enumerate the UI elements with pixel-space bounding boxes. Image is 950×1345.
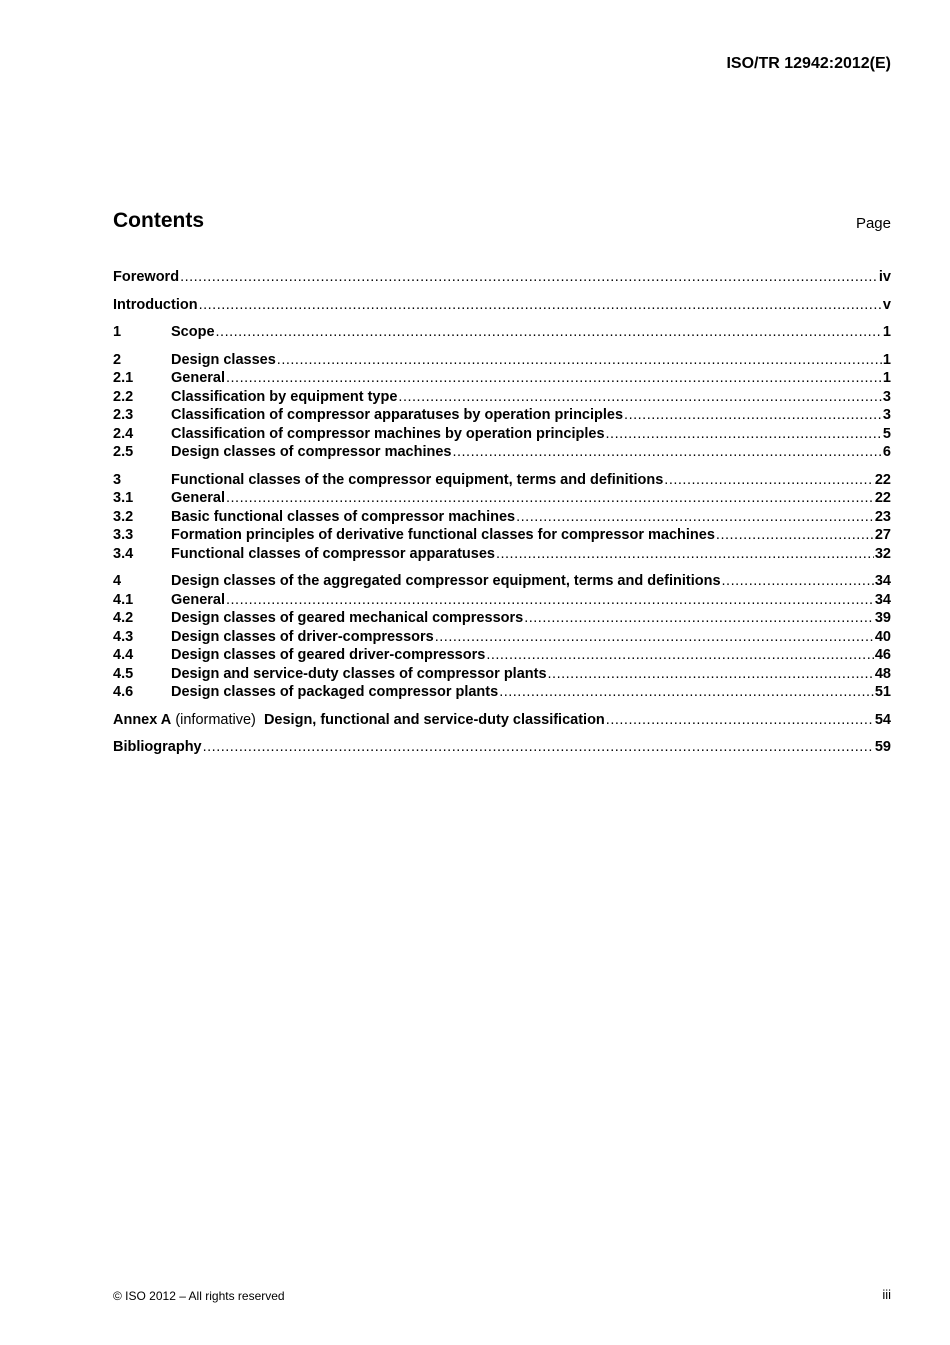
toc-entry-title: Functional classes of compressor apparatuses bbox=[171, 545, 495, 562]
toc-entry-title: General bbox=[171, 490, 225, 506]
toc-entry-2-2[interactable] bbox=[113, 388, 891, 407]
toc-entry-title: Introduction bbox=[113, 296, 198, 313]
toc-entry-number: 2.2 bbox=[113, 388, 134, 405]
toc-dot-leader bbox=[664, 471, 874, 490]
toc-entry-title: Bibliography bbox=[113, 739, 202, 755]
toc-entry-number: 4.1 bbox=[113, 591, 134, 608]
toc-dot-leader bbox=[277, 351, 882, 370]
toc-entry-page: 51 bbox=[874, 684, 891, 700]
toc-entry-number: 3.4 bbox=[113, 545, 134, 562]
toc-dot-leader bbox=[486, 646, 874, 665]
toc-group-section-1 bbox=[113, 323, 891, 342]
toc-entry-number: 2.4 bbox=[113, 425, 134, 442]
toc-entry-introduction[interactable] bbox=[113, 296, 891, 315]
toc-entry-page: iv bbox=[878, 269, 891, 285]
toc-entry-bibliography[interactable] bbox=[113, 738, 891, 757]
toc-entry-page: 5 bbox=[882, 425, 891, 442]
toc-entry-page: 3 bbox=[882, 388, 891, 405]
toc-dot-leader bbox=[398, 388, 882, 407]
toc-entry-title: Functional classes of the compressor equipment, terms and definitions bbox=[171, 471, 664, 488]
toc-dot-leader bbox=[524, 609, 874, 628]
toc-entry-title: Design classes of driver-compressors bbox=[171, 628, 434, 645]
toc-entry-title: Design classes of the aggregated compressor equipment, terms and definitions bbox=[171, 573, 721, 589]
toc-dot-leader bbox=[496, 545, 874, 564]
toc-entry-title: Classification of compressor apparatuses by operation principles bbox=[171, 407, 624, 423]
toc-dot-leader bbox=[226, 489, 874, 508]
toc-entry-4-2[interactable] bbox=[113, 609, 891, 628]
copyright-notice: © ISO 2012 – All rights reserved bbox=[113, 1289, 285, 1303]
toc-entry-4[interactable] bbox=[113, 572, 891, 591]
toc-group-annex-a bbox=[113, 711, 891, 730]
toc-entry-title: Design classes of compressor machines bbox=[171, 444, 452, 460]
toc-entry-title: Basic functional classes of compressor machines bbox=[171, 508, 516, 525]
toc-entry-page: 1 bbox=[882, 370, 891, 386]
toc-entry-number: 4 bbox=[113, 573, 122, 589]
toc-entry-number: 3.1 bbox=[113, 490, 134, 506]
toc-group-section-2 bbox=[113, 351, 891, 462]
toc-entry-4-3[interactable] bbox=[113, 628, 891, 647]
toc-entry-number: 2 bbox=[113, 351, 122, 368]
toc-entry-3[interactable] bbox=[113, 471, 891, 490]
toc-group-bibliography bbox=[113, 738, 891, 757]
toc-group-introduction bbox=[113, 296, 891, 315]
toc-entry-number: 3.3 bbox=[113, 527, 134, 543]
toc-dot-leader bbox=[452, 443, 881, 462]
toc-entry-page: 34 bbox=[874, 573, 891, 589]
toc-entry-page: 23 bbox=[874, 508, 891, 525]
toc-entry-2-3[interactable] bbox=[113, 406, 891, 425]
toc-entry-page: 3 bbox=[882, 407, 891, 423]
toc-dot-leader bbox=[435, 628, 874, 647]
document-id: ISO/TR 12942:2012(E) bbox=[726, 55, 891, 72]
toc-entry-title: Design and service-duty classes of compressor plants bbox=[171, 665, 547, 682]
toc-entry-page: 48 bbox=[874, 665, 891, 682]
annex-note: (informative) bbox=[175, 711, 256, 728]
toc-entry-page: 1 bbox=[882, 324, 891, 340]
toc-entry-page: 22 bbox=[874, 490, 891, 506]
toc-entry-page: v bbox=[882, 296, 891, 313]
toc-entry-number: 4.6 bbox=[113, 684, 134, 700]
toc-group-section-3 bbox=[113, 471, 891, 564]
toc-entry-2-1[interactable] bbox=[113, 369, 891, 388]
toc-dot-leader bbox=[199, 296, 882, 315]
toc-dot-leader bbox=[606, 425, 882, 444]
toc-entry-page: 46 bbox=[874, 647, 891, 663]
toc-entry-number: 2.5 bbox=[113, 444, 134, 460]
toc-entry-annex-a[interactable] bbox=[113, 711, 891, 730]
toc-entry-title: General bbox=[171, 591, 225, 608]
toc-dot-leader bbox=[606, 711, 874, 730]
toc-entry-page: 1 bbox=[882, 351, 891, 368]
toc-entry-4-1[interactable] bbox=[113, 591, 891, 610]
toc-dot-leader bbox=[226, 369, 882, 388]
toc-entry-title: Design classes of geared driver-compressors bbox=[171, 647, 486, 663]
toc-group-section-4 bbox=[113, 572, 891, 702]
annex-label: Annex A bbox=[113, 711, 172, 728]
toc-entry-page: 54 bbox=[874, 711, 891, 728]
toc-entry-title: Scope bbox=[171, 324, 215, 340]
toc-entry-title: Classification by equipment type bbox=[171, 388, 398, 405]
toc-entry-title: General bbox=[171, 370, 225, 386]
toc-entry-number: 4.5 bbox=[113, 665, 134, 682]
toc-dot-leader bbox=[180, 268, 878, 287]
table-of-contents bbox=[113, 268, 891, 766]
toc-entry-foreword[interactable] bbox=[113, 268, 891, 287]
annex-title: Design, functional and service-duty classification bbox=[263, 711, 605, 728]
toc-entry-1[interactable] bbox=[113, 323, 891, 342]
toc-dot-leader bbox=[226, 591, 874, 610]
toc-entry-3-4[interactable] bbox=[113, 545, 891, 564]
toc-entry-page: 27 bbox=[874, 527, 891, 543]
toc-dot-leader bbox=[716, 526, 874, 545]
toc-entry-2-5[interactable] bbox=[113, 443, 891, 462]
toc-entry-2-4[interactable] bbox=[113, 425, 891, 444]
toc-dot-leader bbox=[722, 572, 874, 591]
toc-dot-leader bbox=[216, 323, 882, 342]
toc-group-foreword bbox=[113, 268, 891, 287]
page-number: iii bbox=[882, 1287, 891, 1302]
toc-entry-title: Formation principles of derivative functional classes for compressor machines bbox=[171, 527, 715, 543]
toc-entry-2[interactable] bbox=[113, 351, 891, 370]
toc-dot-leader bbox=[203, 738, 874, 757]
toc-entry-4-4[interactable] bbox=[113, 646, 891, 665]
toc-dot-leader bbox=[624, 406, 882, 425]
toc-entry-number: 2.3 bbox=[113, 407, 134, 423]
contents-title: Contents bbox=[113, 209, 204, 232]
toc-entry-number: 4.4 bbox=[113, 647, 134, 663]
toc-entry-number: 4.3 bbox=[113, 628, 134, 645]
toc-entry-3-2[interactable] bbox=[113, 508, 891, 527]
toc-entry-title: Classification of compressor machines by operation principles bbox=[171, 425, 605, 442]
toc-entry-page: 22 bbox=[874, 471, 891, 488]
toc-entry-number: 3.2 bbox=[113, 508, 134, 525]
page-column-label: Page bbox=[855, 215, 891, 232]
toc-entry-4-6[interactable] bbox=[113, 683, 891, 702]
toc-entry-4-5[interactable] bbox=[113, 665, 891, 684]
toc-entry-number: 1 bbox=[113, 324, 122, 340]
toc-entry-title: Design classes of geared mechanical compressors bbox=[171, 610, 524, 626]
toc-entry-number: 3 bbox=[113, 471, 122, 488]
toc-entry-page: 39 bbox=[874, 610, 891, 626]
toc-entry-3-3[interactable] bbox=[113, 526, 891, 545]
toc-entry-title bbox=[113, 711, 605, 730]
toc-dot-leader bbox=[516, 508, 874, 527]
toc-entry-number: 2.1 bbox=[113, 370, 134, 386]
toc-entry-page: 32 bbox=[874, 545, 891, 562]
toc-entry-page: 59 bbox=[874, 739, 891, 755]
toc-entry-title: Foreword bbox=[113, 269, 180, 285]
toc-entry-3-1[interactable] bbox=[113, 489, 891, 508]
toc-entry-title: Design classes of packaged compressor plants bbox=[171, 684, 499, 700]
toc-entry-page: 34 bbox=[874, 591, 891, 608]
toc-entry-number: 4.2 bbox=[113, 610, 134, 626]
toc-dot-leader bbox=[499, 683, 874, 702]
toc-entry-page: 40 bbox=[874, 628, 891, 645]
toc-entry-title: Design classes bbox=[171, 351, 276, 368]
toc-dot-leader bbox=[548, 665, 874, 684]
toc-entry-page: 6 bbox=[882, 444, 891, 460]
